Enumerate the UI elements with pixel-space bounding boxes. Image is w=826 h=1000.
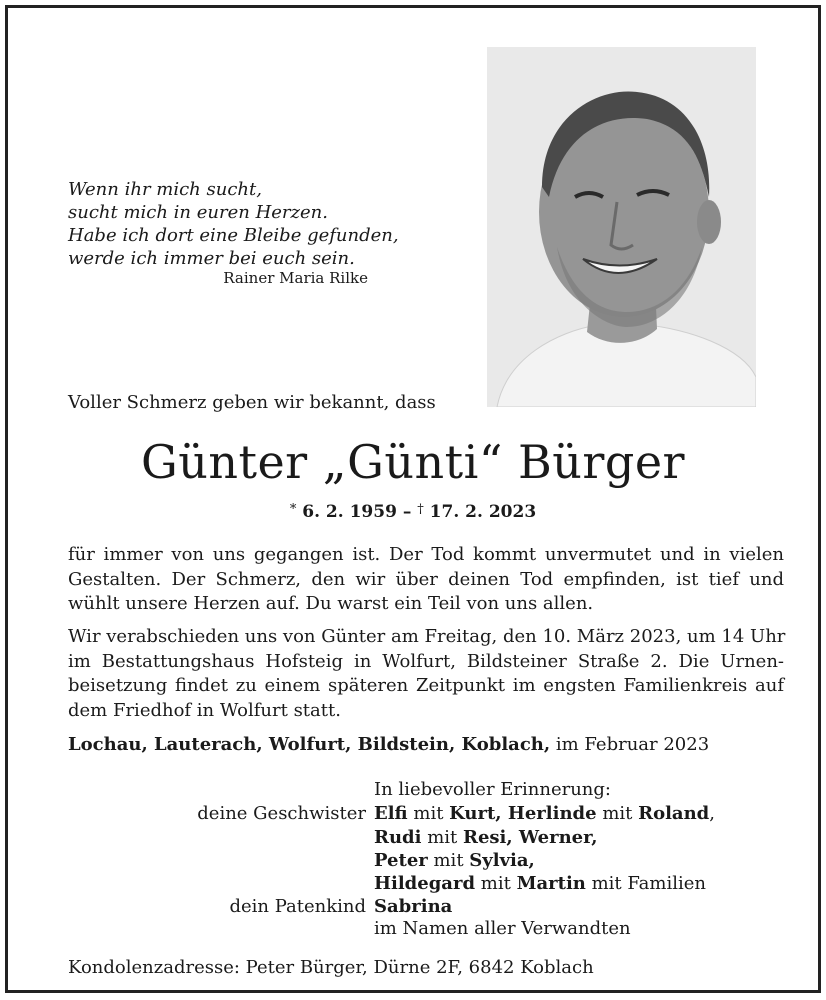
sibling-name: Sylvia, xyxy=(469,850,535,871)
funeral-details-paragraph xyxy=(68,625,784,723)
paragraph-line: Wir verabschieden uns von Günter am Freitag, den 10. März 2023, um 14 Uhr xyxy=(68,626,786,647)
connector-text: mit xyxy=(475,873,517,894)
connector-text: mit Familien xyxy=(585,873,706,894)
poem-line: Habe ich dort eine Bleibe gefunden, xyxy=(68,225,399,246)
connector-text: mit xyxy=(407,803,450,824)
paragraph-line: für immer von uns gegangen ist. Der Tod kommt unvermutet und in vielen xyxy=(68,544,784,565)
sibling-name: Kurt, Herlinde xyxy=(449,803,597,824)
siblings-row xyxy=(374,850,535,871)
connector-text: mit xyxy=(427,850,470,871)
connector-text: mit xyxy=(421,827,463,848)
places-list: Lochau, Lauterach, Wolfurt, Bildstein, Koblach, xyxy=(68,734,551,755)
sibling-name: Martin xyxy=(516,873,586,894)
intro-text: Voller Schmerz geben wir bekannt, dass xyxy=(68,392,436,413)
deceased-name: Günter „Günti“ Bürger xyxy=(140,435,686,489)
godchild-label: dein Patenkind xyxy=(229,896,366,917)
sibling-name: Hildegard xyxy=(374,873,476,894)
godchild-name-text: Sabrina xyxy=(374,896,453,917)
relatives-line: im Namen aller Verwandten xyxy=(374,918,631,939)
siblings-row xyxy=(374,873,706,894)
siblings-row xyxy=(374,827,598,848)
places-date-line xyxy=(68,734,709,755)
poem xyxy=(68,178,399,270)
paragraph-line: wühlt unsere Herzen auf. Du warst ein Teil von uns allen. xyxy=(68,593,594,614)
month-year: im Februar 2023 xyxy=(550,734,710,755)
date-separator: – xyxy=(396,502,418,522)
portrait-photo-icon xyxy=(487,47,756,407)
announcement-paragraph xyxy=(68,543,784,617)
siblings-row xyxy=(374,803,715,824)
poem-line: Wenn ihr mich sucht, xyxy=(68,179,262,200)
in-memory-heading: In liebevoller Erinnerung: xyxy=(374,779,611,800)
condolence-address: Kondolenzadresse: Peter Bürger, Dürne 2F, 6842 Koblach xyxy=(68,957,594,978)
sibling-name: Roland xyxy=(638,803,710,824)
poem-line: sucht mich in euren Herzen. xyxy=(68,202,328,223)
sibling-name: Resi, Werner, xyxy=(463,827,598,848)
sibling-name: Rudi xyxy=(374,827,422,848)
paragraph-line: beisetzung findet zu einem späteren Zeitpunkt im engsten Familienkreis auf xyxy=(68,675,784,696)
paragraph-line: im Bestattungshaus Hofsteig in Wolfurt, Bildsteiner Straße 2. Die Urnen- xyxy=(68,650,784,672)
connector-text: mit xyxy=(596,803,639,824)
poem-line: werde ich immer bei euch sein. xyxy=(68,248,355,269)
birth-date: 6. 2. 1959 xyxy=(302,502,397,522)
life-dates xyxy=(0,502,826,522)
sibling-name: Peter xyxy=(374,850,428,871)
poem-author: Rainer Maria Rilke xyxy=(223,269,368,287)
death-date: 17. 2. 2023 xyxy=(429,502,537,522)
siblings-label: deine Geschwister xyxy=(197,803,366,824)
birth-symbol: * xyxy=(289,502,297,517)
connector-text: , xyxy=(709,803,715,824)
portrait-photo xyxy=(487,47,756,407)
death-symbol: † xyxy=(417,502,424,517)
sibling-name: Elfi xyxy=(374,803,408,824)
godchild-name xyxy=(374,896,452,917)
paragraph-line: dem Friedhof in Wolfurt statt. xyxy=(68,699,341,721)
paragraph-line: Gestalten. Der Schmerz, den wir über deinen Tod empfinden, ist tief und xyxy=(68,568,784,590)
